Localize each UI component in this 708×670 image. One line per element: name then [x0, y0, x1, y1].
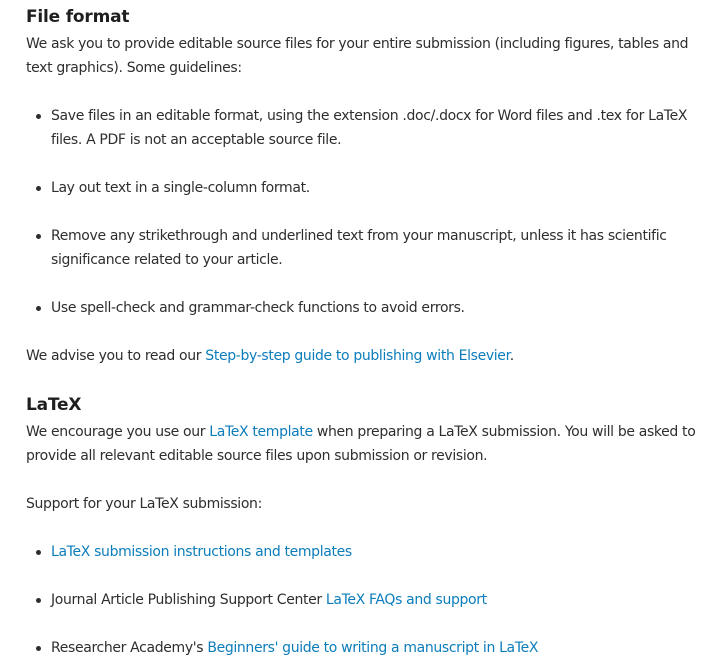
bullet-icon: [36, 114, 41, 119]
list-item: [26, 540, 691, 564]
list-item: [26, 104, 691, 152]
latex-template-link[interactable]: LaTeX template: [209, 424, 313, 440]
bullet-icon: [36, 550, 41, 555]
guideline-text: Lay out text in a single-column format.: [51, 180, 310, 196]
support-intro: Support for your LaTeX submission:: [26, 496, 262, 512]
support-item-prefix: Researcher Academy's: [51, 640, 208, 656]
step-by-step-guide-link[interactable]: Step-by-step guide to publishing with Elsevier: [205, 348, 510, 364]
advise-prefix: We advise you to read our: [26, 348, 206, 364]
encourage-suffix: when preparing a LaTeX submission. You will be asked to provide all relevant editable source files upon submission or revision.: [26, 424, 696, 464]
advise-paragraph: [26, 344, 514, 368]
bullet-icon: [36, 646, 41, 651]
list-item: [26, 296, 691, 320]
list-item: [26, 176, 691, 200]
latex-submission-instructions-link[interactable]: LaTeX submission instructions and templates: [51, 544, 352, 560]
file-format-intro: We ask you to provide editable source files for your entire submission (including figures, tables and text graphics). Some guidelines:: [26, 36, 689, 76]
beginners-guide-link[interactable]: Beginners' guide to writing a manuscript in LaTeX: [207, 640, 539, 656]
latex-faqs-link[interactable]: LaTeX FAQs and support: [325, 592, 487, 608]
list-item: [26, 224, 691, 272]
section-heading-latex: LaTeX: [26, 395, 82, 415]
support-item-prefix: Journal Article Publishing Support Center: [51, 592, 326, 608]
latex-encourage-paragraph: [26, 420, 698, 468]
guideline-text: Use spell-check and grammar-check functions to avoid errors.: [51, 300, 465, 316]
bullet-icon: [36, 306, 41, 311]
encourage-prefix: We encourage you use our: [26, 424, 210, 440]
bullet-icon: [36, 186, 41, 191]
list-item: [26, 636, 691, 660]
guideline-text: Remove any strikethrough and underlined text from your manuscript, unless it has scientific significance related to your article.: [51, 228, 667, 268]
bullet-icon: [36, 598, 41, 603]
advise-suffix: .: [509, 348, 514, 364]
list-item: [26, 588, 691, 612]
section-heading-file-format: File format: [26, 7, 130, 27]
bullet-icon: [36, 234, 41, 239]
guideline-text: Save files in an editable format, using the extension .doc/.docx for Word files and .tex for LaTeX files. A PDF is not an acceptable source file.: [51, 108, 688, 148]
